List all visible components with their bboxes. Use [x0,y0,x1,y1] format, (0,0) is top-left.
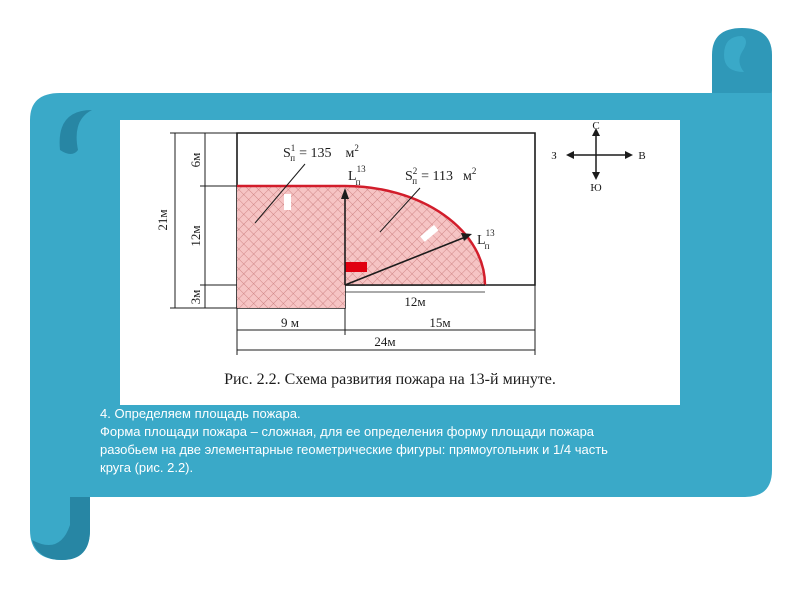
dim-height-mid: 12м [188,225,203,247]
dim-width-total: 24м [374,334,396,349]
fire-diagram [120,120,680,405]
s1-label: $S^1$ п = 135 $м^2$ [283,143,359,163]
fire-origin-marker [345,262,367,272]
body-line-2: Форма площади пожара – сложная, для ее определения форму площади пожара [100,424,595,439]
body-text [100,405,700,477]
dim-height-top: 6м [188,152,203,168]
compass-north: С [592,120,600,132]
body-line-1: 4. Определяем площадь пожара. [100,406,301,421]
vector-diag-label: $L^{13}$ п [477,228,495,251]
vector-up-label: $L^{13}$ п [348,164,366,187]
compass-east-arrow [625,151,633,159]
compass-west: З [551,150,557,162]
dim-width-left: 9 м [281,315,299,330]
dim-radius: 12м [404,294,426,309]
compass-east: В [638,150,646,162]
figure-caption: Рис. 2.2. Схема развития пожара на 13-й минуте. [224,371,556,388]
body-line-3: разобьем на две элементарные геометрические фигуры: прямоугольник и 1/4 часть [100,442,608,457]
dim-height-bottom: 3м [188,289,203,305]
diagram-figure [120,120,680,405]
compass-south-arrow [592,172,600,180]
s2-label: $S^2$ п = 113 $м^2$ [405,166,477,186]
marker-region-1 [284,194,291,210]
compass-west-arrow [566,151,574,159]
body-line-4: круга (рис. 2.2). [100,460,194,475]
compass-south: Ю [590,182,602,194]
dim-height-total: 21м [155,209,170,231]
dim-width-right: 15м [429,315,451,330]
